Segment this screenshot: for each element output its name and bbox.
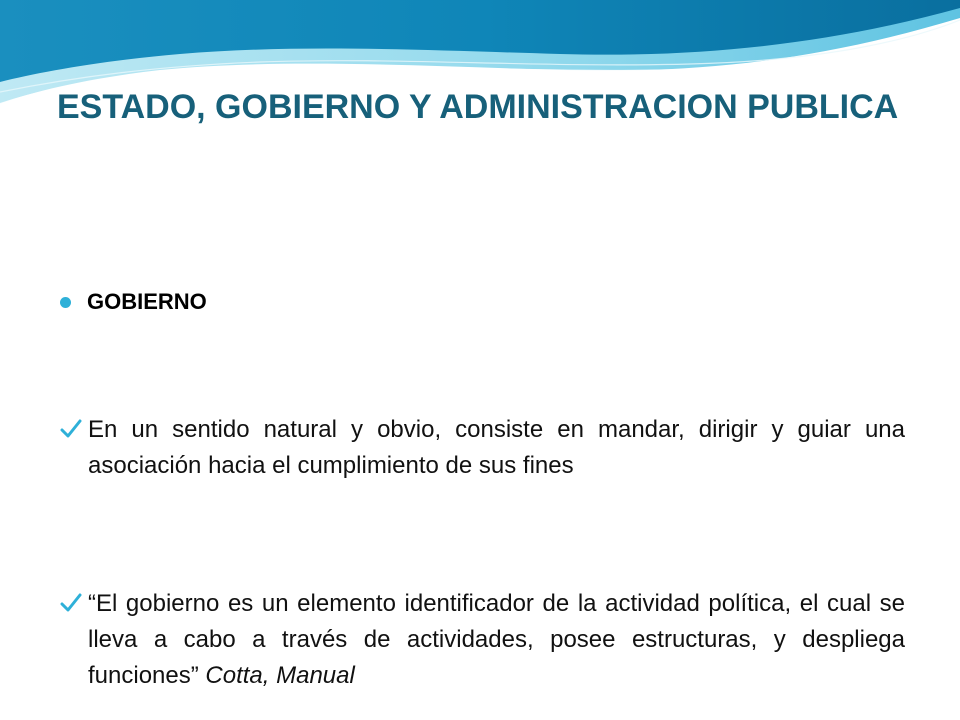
bullet-dot-icon	[60, 297, 71, 308]
check-item-quote	[60, 586, 905, 694]
check-item-definition	[60, 412, 905, 484]
check-item-text: En un sentido natural y obvio, consiste en mandar, dirigir y guiar una asociación hacia el cumplimiento de sus fines	[88, 416, 905, 479]
slide-title: ESTADO, GOBIERNO Y ADMINISTRACION PUBLICA	[57, 88, 899, 126]
bullet-label: GOBIERNO	[87, 289, 207, 314]
bullet-item-gobierno	[60, 282, 207, 322]
checkmark-icon	[60, 418, 82, 440]
quote-author: Cotta, Manual	[205, 662, 355, 689]
check-item-text	[88, 586, 905, 694]
checkmark-icon	[60, 592, 82, 614]
quote-text: “El gobierno es un elemento identificador de la actividad política, el cual se lleva a cabo a través de actividades, posee estructuras, y despliega funciones”	[88, 590, 905, 689]
